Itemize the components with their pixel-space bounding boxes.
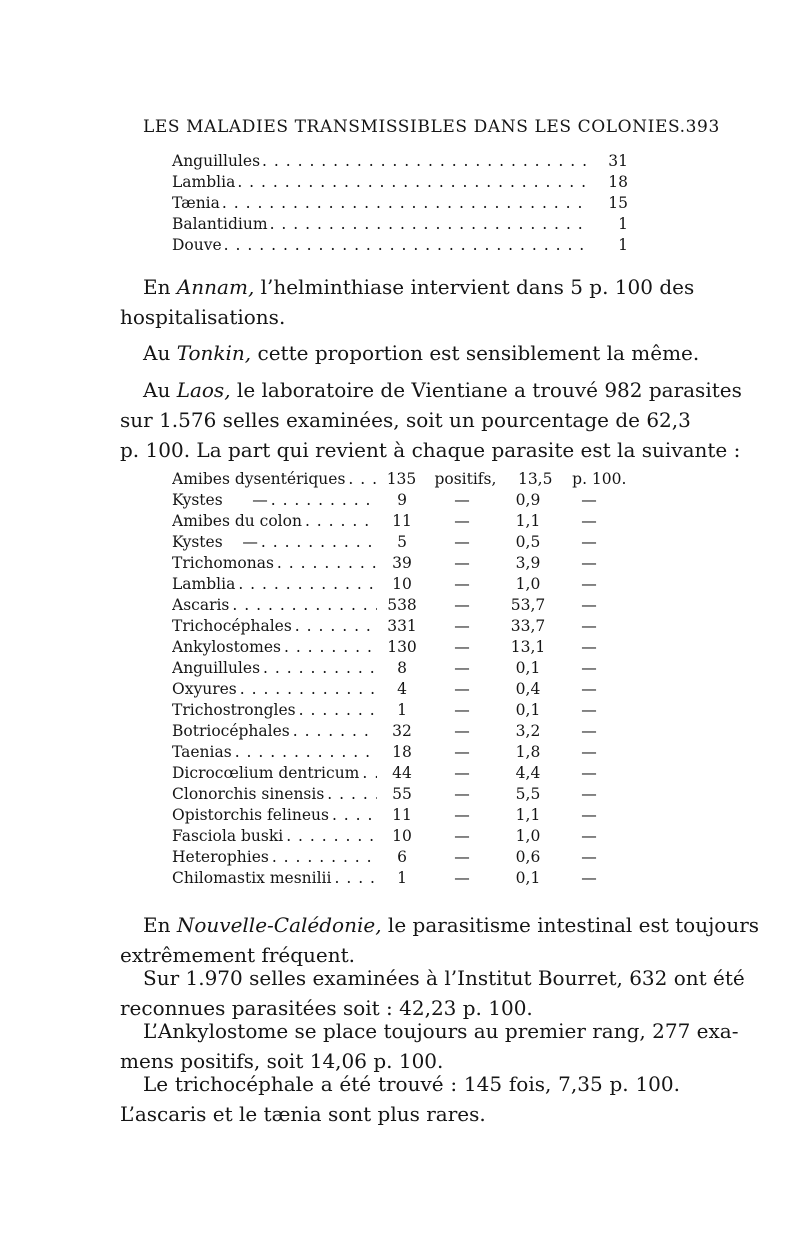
parasite-name-cell: [172, 575, 377, 593]
place-laos: Laos,: [176, 378, 231, 402]
parasite-name: Trichostrongles: [172, 701, 296, 719]
leader-dots: [272, 848, 377, 866]
percentage: 1,0: [515, 827, 541, 845]
parasite-name: Ankylostomes: [172, 638, 281, 656]
ditto-mark: —: [454, 659, 470, 677]
leader-dots: [222, 194, 588, 212]
ditto-mark: —: [454, 848, 470, 866]
table-row: [172, 785, 632, 806]
positive-count: 18: [392, 743, 412, 761]
table-row: [172, 806, 632, 827]
positive-count: 135: [386, 470, 417, 488]
list-item: [172, 194, 628, 215]
ditto-mark: —: [581, 680, 597, 698]
table-row: [172, 596, 632, 617]
leader-dots: [240, 680, 377, 698]
percentage: 13,1: [510, 638, 546, 656]
leader-dots: [295, 617, 377, 635]
positive-count: 55: [392, 785, 412, 803]
table-row: [172, 848, 632, 869]
positive-count: 331: [387, 617, 417, 635]
percentage: 5,5: [515, 785, 541, 803]
positive-count: 11: [392, 512, 412, 530]
parasite-name-cell: [172, 827, 377, 845]
parasite-name: Anguillules: [172, 659, 261, 677]
ditto-mark: —: [454, 869, 470, 887]
positive-count: 130: [387, 638, 417, 656]
parasite-name-cell: [172, 554, 377, 572]
ditto-mark: —: [454, 533, 470, 551]
place-tonkin: Tonkin,: [176, 341, 252, 365]
table-row: [172, 533, 632, 554]
ditto-mark: —: [581, 617, 597, 635]
parasite-name-cell: [172, 722, 377, 740]
percentage: 0,6: [515, 848, 541, 866]
percentage: 3,2: [515, 722, 541, 740]
parasite-name-cell: [172, 470, 377, 488]
laos-parasite-table: [172, 470, 632, 890]
parasite-name-cell: [172, 701, 377, 719]
percentage: 33,7: [510, 617, 546, 635]
leader-dots: [238, 575, 377, 593]
table-row: [172, 470, 632, 491]
item-value: 1: [618, 236, 628, 254]
list-item: [172, 173, 628, 194]
table-row: [172, 869, 632, 890]
item-name: Anguillules: [172, 152, 261, 170]
ditto-mark: —: [581, 659, 597, 677]
ditto-mark: —: [454, 722, 470, 740]
ditto-mark: —: [581, 533, 597, 551]
parasite-name: Clonorchis sinensis: [172, 785, 325, 803]
ditto-mark: —: [454, 806, 470, 824]
positive-count: 44: [392, 764, 412, 782]
ditto-mark: —: [581, 575, 597, 593]
parasite-name: Kystes —: [172, 491, 268, 509]
positive-count: 6: [397, 848, 407, 866]
ditto-mark: —: [581, 596, 597, 614]
ditto-mark: —: [581, 764, 597, 782]
list-item: [172, 215, 628, 236]
running-title: LES MALADIES TRANSMISSIBLES DANS LES COLONIES.: [143, 117, 686, 137]
percentage: 0,5: [515, 533, 541, 551]
positive-count: 538: [387, 596, 417, 614]
item-name: Douve: [172, 236, 222, 254]
percentage: 1,1: [515, 512, 541, 530]
parasite-name-cell: [172, 869, 377, 887]
parasite-name-cell: [172, 659, 377, 677]
parasite-name: Taenias: [172, 743, 232, 761]
ditto-mark: —: [454, 596, 470, 614]
parasite-name: Opistorchis felineus: [172, 806, 329, 824]
table-row: [172, 743, 632, 764]
parasite-name-cell: [172, 596, 377, 614]
percentage: 0,1: [515, 701, 541, 719]
parasite-name-cell: [172, 680, 377, 698]
percentage: 1,8: [515, 743, 541, 761]
parasite-name-cell: [172, 848, 377, 866]
ditto-mark: —: [581, 554, 597, 572]
percentage: 0,1: [515, 659, 541, 677]
parasite-name-cell: [172, 638, 377, 656]
ditto-mark: —: [454, 491, 470, 509]
ditto-mark: —: [454, 743, 470, 761]
ditto-mark: —: [581, 869, 597, 887]
leader-dots: [362, 764, 377, 782]
table-row: [172, 659, 632, 680]
item-value: 18: [608, 173, 628, 191]
parasite-name: Amibes du colon: [172, 512, 302, 530]
parasite-name: Trichomonas: [172, 554, 274, 572]
ditto-mark: —: [454, 638, 470, 656]
parasite-name: Amibes dysentériques: [172, 470, 346, 488]
percentage: 53,7: [510, 596, 546, 614]
percentage: 3,9: [515, 554, 541, 572]
item-value: 1: [618, 215, 628, 233]
leader-dots: [271, 491, 377, 509]
percent-unit-label: p. 100.: [572, 470, 627, 488]
ditto-mark: —: [581, 701, 597, 719]
percentage: 0,4: [515, 680, 541, 698]
leader-dots: [327, 785, 377, 803]
ditto-mark: —: [581, 722, 597, 740]
ditto-mark: —: [454, 512, 470, 530]
percentage: 13,5: [517, 470, 553, 488]
parasite-count-list: [172, 152, 628, 257]
parasite-name: Lamblia: [172, 575, 236, 593]
percentage: 4,4: [515, 764, 541, 782]
leader-dots: [261, 533, 377, 551]
parasite-name: Trichocéphales: [172, 617, 292, 635]
leader-dots: [232, 596, 377, 614]
paragraph-bourret: Sur 1.970 selles examinées à l’Institut Bourret, 632 ont été reconnues parasitées soit : 42,23 p. 100.: [120, 966, 745, 1020]
list-item: [172, 236, 628, 257]
positive-count: 1: [397, 869, 407, 887]
leader-dots: [237, 173, 588, 191]
item-value: 15: [608, 194, 628, 212]
positive-count: 8: [397, 659, 407, 677]
parasite-name-cell: [172, 533, 377, 551]
table-row: [172, 827, 632, 848]
leader-dots: [277, 554, 377, 572]
place-annam: Annam,: [176, 275, 255, 299]
paragraph-trichocephale: Le trichocéphale a été trouvé : 145 fois, 7,35 p. 100. L’ascaris et le tænia sont plus rares.: [120, 1072, 680, 1126]
list-item: [172, 152, 628, 173]
page-number: 393: [685, 117, 720, 137]
table-row: [172, 617, 632, 638]
parasite-name: Heterophies: [172, 848, 269, 866]
parasite-name-cell: [172, 491, 377, 509]
parasite-name: Chilomastix mesnilii: [172, 869, 332, 887]
item-name: Tænia: [172, 194, 220, 212]
ditto-mark: —: [454, 764, 470, 782]
parasite-name-cell: [172, 617, 377, 635]
ditto-mark: —: [454, 617, 470, 635]
running-header: [143, 117, 720, 137]
leader-dots: [305, 512, 377, 530]
percentage: 0,1: [515, 869, 541, 887]
parasite-name: Ascaris: [172, 596, 230, 614]
parasite-name-cell: [172, 743, 377, 761]
positive-count: 10: [392, 575, 412, 593]
leader-dots: [263, 659, 377, 677]
ditto-mark: —: [581, 785, 597, 803]
leader-dots: [262, 152, 588, 170]
positive-count: 32: [392, 722, 412, 740]
table-row: [172, 764, 632, 785]
table-row: [172, 491, 632, 512]
ditto-mark: —: [581, 512, 597, 530]
percentage: 1,0: [515, 575, 541, 593]
positive-count: 4: [397, 680, 407, 698]
ditto-mark: —: [454, 701, 470, 719]
ditto-mark: —: [454, 680, 470, 698]
unit-label: positifs,: [434, 470, 497, 488]
ditto-mark: —: [454, 827, 470, 845]
leader-dots: [235, 743, 377, 761]
table-row: [172, 575, 632, 596]
leader-dots: [334, 869, 377, 887]
ditto-mark: —: [581, 491, 597, 509]
positive-count: 5: [397, 533, 407, 551]
ditto-mark: —: [454, 575, 470, 593]
leader-dots: [332, 806, 377, 824]
leader-dots: [270, 215, 588, 233]
parasite-name-cell: [172, 806, 377, 824]
leader-dots: [286, 827, 377, 845]
leader-dots: [348, 470, 376, 488]
percentage: 0,9: [515, 491, 541, 509]
parasite-name: Kystes —: [172, 533, 258, 551]
positive-count: 10: [392, 827, 412, 845]
positive-count: 9: [397, 491, 407, 509]
ditto-mark: —: [581, 848, 597, 866]
parasite-name-cell: [172, 512, 377, 530]
item-name: Balantidium: [172, 215, 268, 233]
ditto-mark: —: [581, 638, 597, 656]
table-row: [172, 722, 632, 743]
item-name: Lamblia: [172, 173, 236, 191]
percentage: 1,1: [515, 806, 541, 824]
paragraph-laos: Au Laos, le laboratoire de Vientiane a trouvé 982 parasites sur 1.576 selles examinées, soit un pourcentage de 62,3 p. 100. La part qui revient à chaque parasite est la suivante :: [120, 378, 742, 462]
ditto-mark: —: [581, 743, 597, 761]
positive-count: 1: [397, 701, 407, 719]
leader-dots: [299, 701, 377, 719]
paragraph-caledonie: En Nouvelle-Calédonie, le parasitisme intestinal est toujours extrêmement fréquent.: [120, 913, 760, 967]
parasite-name: Botriocéphales: [172, 722, 290, 740]
leader-dots: [224, 236, 588, 254]
parasite-name: Dicrocœlium dentricum: [172, 764, 360, 782]
paragraph-tonkin: Au Tonkin, cette proportion est sensiblement la même.: [143, 341, 700, 365]
parasite-name-cell: [172, 764, 377, 782]
paragraph-annam: En Annam, l’helminthiase intervient dans 5 p. 100 des hospitalisations.: [120, 275, 695, 329]
leader-dots: [284, 638, 377, 656]
ditto-mark: —: [454, 554, 470, 572]
ditto-mark: —: [454, 785, 470, 803]
leader-dots: [293, 722, 377, 740]
ditto-mark: —: [581, 827, 597, 845]
positive-count: 39: [392, 554, 412, 572]
ditto-mark: —: [581, 806, 597, 824]
paragraph-ankylostome: L’Ankylostome se place toujours au premier rang, 277 exa- mens positifs, soit 14,06 p. 100.: [120, 1019, 739, 1073]
positive-count: 11: [392, 806, 412, 824]
table-row: [172, 701, 632, 722]
item-value: 31: [608, 152, 628, 170]
table-row: [172, 638, 632, 659]
parasite-name: Fasciola buski: [172, 827, 284, 845]
table-row: [172, 512, 632, 533]
place-nouvelle-caledonie: Nouvelle-Calédonie,: [176, 913, 382, 937]
table-row: [172, 554, 632, 575]
parasite-name: Oxyures: [172, 680, 237, 698]
parasite-name-cell: [172, 785, 377, 803]
table-row: [172, 680, 632, 701]
